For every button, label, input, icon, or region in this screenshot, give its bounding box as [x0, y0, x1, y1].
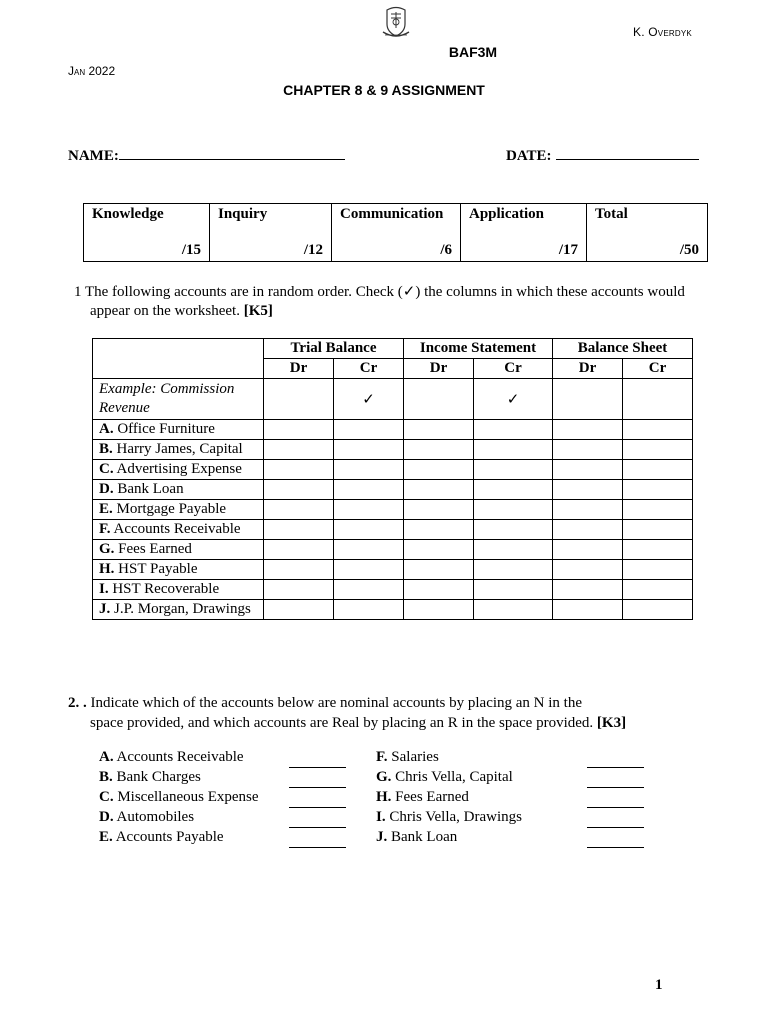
account-name-cell: [93, 420, 264, 440]
account-name: Chris Vella, Capital: [395, 769, 513, 785]
example-row: [93, 379, 693, 420]
account-name: Mortgage Payable: [116, 501, 227, 517]
account-header-cell: [93, 339, 264, 379]
worksheet-row: [93, 420, 693, 440]
worksheet-row: [93, 440, 693, 460]
check-cell[interactable]: [404, 560, 474, 580]
group-header-trial-balance: Trial Balance: [264, 339, 404, 359]
account-letter: J.: [99, 601, 111, 617]
check-cell[interactable]: [264, 440, 334, 460]
account-name: Accounts Receivable: [116, 749, 244, 765]
q2-account-item: [99, 809, 194, 826]
account-name-cell: [93, 600, 264, 620]
account-letter: E.: [99, 501, 113, 517]
account-letter: H.: [376, 789, 392, 805]
account-name-cell: [93, 440, 264, 460]
check-cell[interactable]: [553, 440, 623, 460]
account-name: Harry James, Capital: [116, 441, 243, 457]
marks-cell-application: [461, 204, 587, 262]
check-cell[interactable]: [334, 420, 404, 440]
account-letter: I.: [99, 581, 109, 597]
account-letter: G.: [99, 541, 115, 557]
account-name: Fees Earned: [395, 789, 469, 805]
check-cell[interactable]: [264, 480, 334, 500]
q2-line-1: Indicate which of the accounts below are nominal accounts by placing an N in the: [90, 695, 582, 711]
check-cell[interactable]: [474, 580, 553, 600]
check-cell[interactable]: [334, 560, 404, 580]
subcol-header: Cr: [623, 359, 693, 379]
account-name: Miscellaneous Expense: [117, 789, 259, 805]
check-cell[interactable]: [553, 540, 623, 560]
account-letter: D.: [99, 481, 114, 497]
worksheet-row: [93, 500, 693, 520]
marks-label: Application: [469, 206, 545, 222]
worksheet-row: [93, 600, 693, 620]
check-cell[interactable]: [264, 600, 334, 620]
marks-cell-total: [587, 204, 708, 262]
check-cell[interactable]: [623, 460, 693, 480]
q2-account-item: [376, 809, 522, 826]
group-header-balance-sheet: Balance Sheet: [553, 339, 693, 359]
date-blank[interactable]: [556, 146, 699, 160]
date-field[interactable]: [506, 146, 699, 165]
marks-label: Communication: [340, 206, 444, 222]
check-cell[interactable]: [474, 600, 553, 620]
answer-blank[interactable]: [587, 767, 644, 768]
account-letter: F.: [376, 749, 388, 765]
marks-table: [83, 203, 708, 262]
check-cell[interactable]: [623, 440, 693, 460]
account-letter: C.: [99, 789, 114, 805]
example-label: Example: Commission Revenue: [93, 379, 264, 420]
check-cell[interactable]: [623, 600, 693, 620]
document-date: Jan 2022: [68, 64, 116, 78]
marks-label: Inquiry: [218, 206, 268, 222]
worksheet-row: [93, 520, 693, 540]
check-cell[interactable]: [553, 480, 623, 500]
worksheet-row: [93, 460, 693, 480]
q2-account-item: [99, 829, 224, 846]
check-cell[interactable]: [404, 460, 474, 480]
check-cell[interactable]: [334, 580, 404, 600]
check-cell[interactable]: [334, 540, 404, 560]
marks-out-of: /17: [558, 242, 578, 258]
check-cell[interactable]: [474, 440, 553, 460]
account-letter: A.: [99, 421, 114, 437]
check-cell[interactable]: [264, 580, 334, 600]
q1-line-2: appear on the worksheet.: [90, 303, 240, 319]
account-name-cell: [93, 500, 264, 520]
account-letter: F.: [99, 521, 111, 537]
check-cell[interactable]: [623, 520, 693, 540]
name-label: NAME:: [68, 148, 119, 164]
check-cell[interactable]: [264, 460, 334, 480]
school-crest-logo: [381, 4, 411, 40]
answer-blank[interactable]: [289, 847, 346, 848]
q2-account-item: [99, 789, 259, 806]
q2-mark: [K3]: [596, 715, 627, 731]
subcol-header: Dr: [553, 359, 623, 379]
q2-account-item: [376, 789, 469, 806]
q2-number: 2. .: [68, 695, 87, 711]
account-name: HST Payable: [118, 561, 198, 577]
marks-out-of: /12: [303, 242, 323, 258]
check-cell[interactable]: [623, 560, 693, 580]
account-name: Fees Earned: [118, 541, 192, 557]
name-blank[interactable]: [119, 146, 345, 160]
check-cell[interactable]: [264, 420, 334, 440]
assignment-title: CHAPTER 8 & 9 ASSIGNMENT: [283, 82, 485, 98]
q2-account-item: [376, 769, 513, 786]
name-field[interactable]: [68, 146, 345, 165]
check-cell[interactable]: [474, 560, 553, 580]
check-cell[interactable]: [404, 600, 474, 620]
account-name: Advertising Expense: [116, 461, 242, 477]
check-cell[interactable]: [553, 600, 623, 620]
account-name-cell: [93, 460, 264, 480]
question-2-prompt: [68, 693, 708, 733]
marks-cell-communication: [332, 204, 461, 262]
q2-account-item: [99, 769, 201, 786]
worksheet-row: [93, 580, 693, 600]
check-cell[interactable]: [623, 500, 693, 520]
check-cell[interactable]: [553, 500, 623, 520]
account-name: J.P. Morgan, Drawings: [114, 601, 251, 617]
account-name-cell: [93, 520, 264, 540]
account-name: Salaries: [391, 749, 439, 765]
account-letter: B.: [99, 769, 113, 785]
worksheet-table: [92, 338, 693, 620]
account-letter: I.: [376, 809, 386, 825]
marks-out-of: /50: [679, 242, 699, 258]
check-cell[interactable]: [553, 460, 623, 480]
account-name-cell: [93, 540, 264, 560]
worksheet-row: [93, 480, 693, 500]
check-cell[interactable]: [623, 540, 693, 560]
check-cell[interactable]: [404, 420, 474, 440]
check-cell[interactable]: [474, 500, 553, 520]
check-cell[interactable]: [553, 420, 623, 440]
check-cell[interactable]: [264, 520, 334, 540]
subcol-header: Dr: [404, 359, 474, 379]
marks-out-of: /15: [181, 242, 201, 258]
account-letter: C.: [99, 461, 114, 477]
marks-label: Total: [595, 206, 628, 222]
check-cell[interactable]: [623, 480, 693, 500]
check-cell[interactable]: [553, 560, 623, 580]
account-name: Accounts Receivable: [113, 521, 241, 537]
check-cell[interactable]: [553, 520, 623, 540]
check-cell[interactable]: [334, 440, 404, 460]
answer-blank[interactable]: [587, 847, 644, 848]
marks-out-of: /6: [440, 242, 452, 258]
course-code: BAF3M: [448, 44, 498, 60]
account-name: Bank Charges: [116, 769, 201, 785]
q2-account-item: [376, 829, 457, 846]
answer-blank[interactable]: [289, 787, 346, 788]
marks-cell-knowledge: [84, 204, 210, 262]
account-name: Accounts Payable: [115, 829, 224, 845]
account-letter: A.: [99, 749, 114, 765]
author-name: K. Overdyk: [633, 25, 692, 39]
subcol-header: Dr: [264, 359, 334, 379]
check-cell[interactable]: [474, 420, 553, 440]
answer-blank[interactable]: [587, 787, 644, 788]
account-letter: J.: [376, 829, 388, 845]
account-name-cell: [93, 480, 264, 500]
check-cell[interactable]: [474, 540, 553, 560]
check-cell: [623, 379, 693, 420]
marks-cell-inquiry: [210, 204, 332, 262]
account-letter: H.: [99, 561, 115, 577]
subcol-header: Cr: [474, 359, 553, 379]
check-cell[interactable]: [474, 460, 553, 480]
page-number: 1: [655, 977, 663, 993]
check-cell[interactable]: [334, 460, 404, 480]
check-cell[interactable]: [264, 560, 334, 580]
account-name-cell: [93, 580, 264, 600]
account-name: Office Furniture: [117, 421, 215, 437]
answer-blank[interactable]: [289, 827, 346, 828]
check-cell[interactable]: [404, 440, 474, 460]
worksheet-row: [93, 560, 693, 580]
check-cell: ✓: [474, 379, 553, 420]
check-cell[interactable]: [334, 500, 404, 520]
check-cell: ✓: [334, 379, 404, 420]
answer-blank[interactable]: [289, 767, 346, 768]
check-cell[interactable]: [334, 480, 404, 500]
check-cell[interactable]: [404, 480, 474, 500]
check-cell[interactable]: [553, 580, 623, 600]
q1-mark: [K5]: [243, 303, 273, 319]
q1-line-1: 1 The following accounts are in random order. Check (✓) the columns in which these accounts would: [74, 284, 685, 300]
check-cell[interactable]: [334, 520, 404, 540]
account-letter: E.: [99, 829, 113, 845]
check-cell[interactable]: [264, 540, 334, 560]
q2-account-item: [376, 749, 439, 766]
account-name: Bank Loan: [117, 481, 184, 497]
check-cell: [264, 379, 334, 420]
marks-label: Knowledge: [92, 206, 164, 222]
check-cell[interactable]: [404, 520, 474, 540]
account-letter: B.: [99, 441, 113, 457]
account-name: Chris Vella, Drawings: [389, 809, 522, 825]
check-cell[interactable]: [474, 520, 553, 540]
q2-line-2: space provided, and which accounts are Real by placing an R in the space provided.: [90, 715, 594, 731]
account-name-cell: [93, 560, 264, 580]
q2-account-item: [99, 749, 244, 766]
check-cell[interactable]: [474, 480, 553, 500]
account-name: HST Recoverable: [112, 581, 220, 597]
worksheet-row: [93, 540, 693, 560]
answer-blank[interactable]: [587, 807, 644, 808]
subcol-header: Cr: [334, 359, 404, 379]
check-cell[interactable]: [404, 500, 474, 520]
account-letter: D.: [99, 809, 114, 825]
question-1-prompt: [74, 283, 704, 321]
date-label: DATE:: [506, 148, 552, 164]
answer-blank[interactable]: [587, 827, 644, 828]
account-letter: G.: [376, 769, 392, 785]
account-name: Bank Loan: [391, 829, 458, 845]
check-cell[interactable]: [623, 420, 693, 440]
check-cell[interactable]: [404, 540, 474, 560]
check-cell[interactable]: [264, 500, 334, 520]
account-name: Automobiles: [116, 809, 195, 825]
check-cell[interactable]: [334, 600, 404, 620]
check-cell[interactable]: [404, 580, 474, 600]
check-cell: [553, 379, 623, 420]
check-cell: [404, 379, 474, 420]
group-header-income-statement: Income Statement: [404, 339, 553, 359]
check-cell[interactable]: [623, 580, 693, 600]
answer-blank[interactable]: [289, 807, 346, 808]
